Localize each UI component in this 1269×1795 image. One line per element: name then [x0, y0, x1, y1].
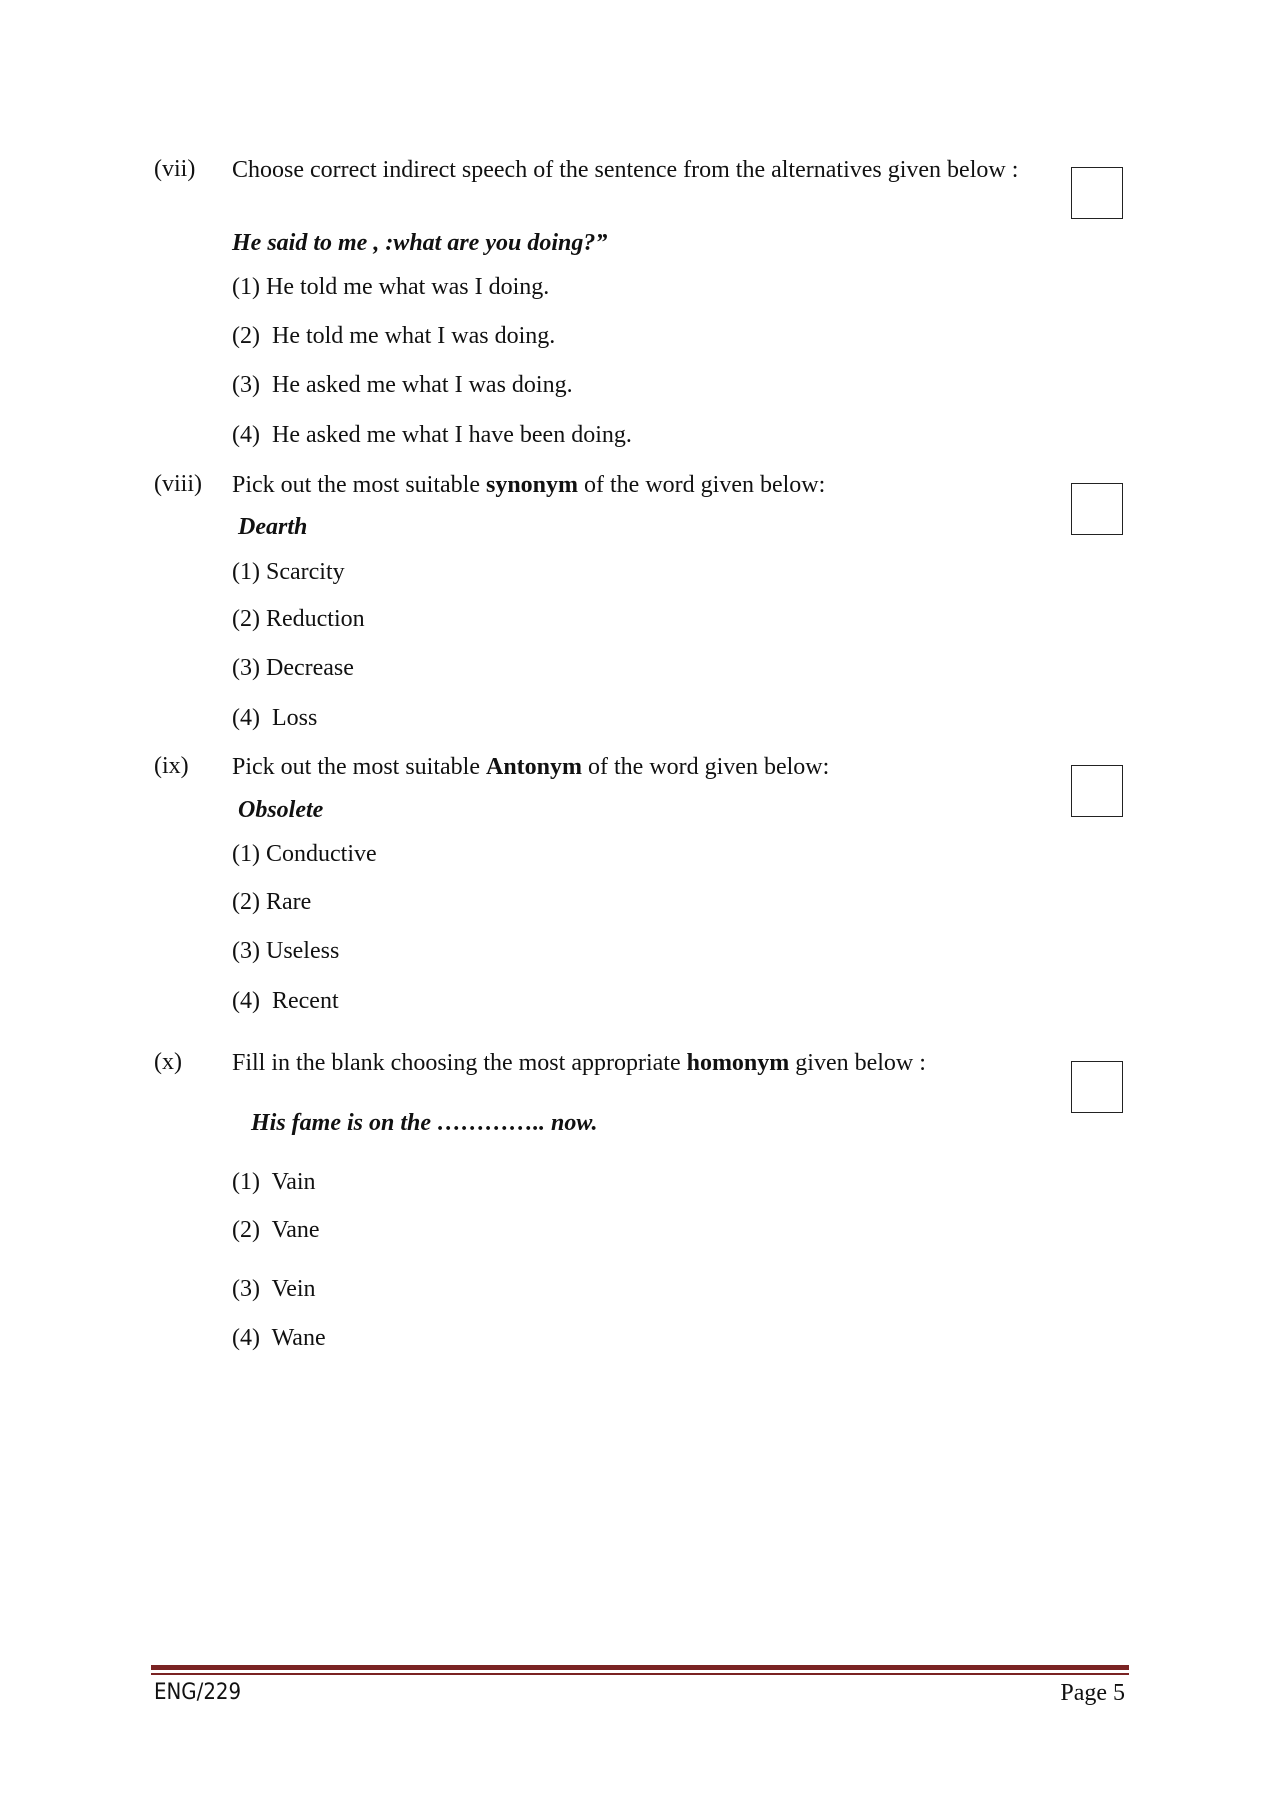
course-code: ENG/229	[154, 1680, 242, 1705]
option-number: (4)	[232, 1325, 260, 1351]
option-number: (1)	[232, 841, 260, 867]
option	[232, 1217, 320, 1244]
given-sentence: His fame is on the ………….. now.	[251, 1110, 598, 1136]
option	[232, 323, 555, 350]
option-number: (3)	[232, 1276, 260, 1302]
question-number: (viii)	[154, 471, 202, 497]
option	[232, 606, 365, 633]
option	[232, 422, 632, 449]
option-number: (1)	[232, 559, 260, 585]
option-text: He told me what was I doing.	[265, 274, 550, 300]
option-text: He told me what I was doing.	[271, 323, 556, 349]
option-number: (2)	[232, 889, 260, 915]
prompt-text: Pick out the most suitable	[232, 472, 486, 498]
option-text: Vane	[271, 1217, 320, 1243]
question-prompt	[232, 753, 1042, 781]
option-text: Useless	[265, 938, 340, 964]
page-number: Page 5	[1060, 1680, 1125, 1706]
option-number: (4)	[232, 422, 260, 448]
footer-rule	[151, 1665, 1129, 1670]
prompt-text: Pick out the most suitable	[232, 754, 486, 780]
option-text: Loss	[271, 705, 318, 731]
option-number: (3)	[232, 938, 260, 964]
option	[232, 1325, 326, 1352]
option-number: (4)	[232, 705, 260, 731]
option-text: Decrease	[265, 655, 354, 681]
option	[232, 1169, 316, 1196]
option-number: (2)	[232, 323, 260, 349]
option-text: Recent	[271, 988, 339, 1014]
prompt-text: Choose correct indirect speech of the sentence from the alternatives given below :	[232, 157, 1019, 183]
answer-box[interactable]	[1071, 1061, 1123, 1113]
option	[232, 559, 345, 586]
given-word: Obsolete	[238, 797, 324, 823]
option	[232, 889, 311, 916]
prompt-text-end: given below :	[789, 1050, 926, 1076]
question-prompt	[232, 156, 1042, 184]
option-number: (3)	[232, 372, 260, 398]
option-number: (1)	[232, 1169, 260, 1195]
question-number: (x)	[154, 1049, 182, 1075]
option	[232, 1276, 316, 1303]
option-number: (1)	[232, 274, 260, 300]
option-text: He asked me what I have been doing.	[271, 422, 632, 448]
option-text: Conductive	[265, 841, 377, 867]
prompt-text: Fill in the blank choosing the most appropriate	[232, 1050, 687, 1076]
option-text: Wane	[271, 1325, 326, 1351]
prompt-keyword: synonym	[485, 472, 579, 498]
given-sentence: He said to me , :what are you doing?”	[232, 230, 608, 256]
question-number: (ix)	[154, 753, 189, 779]
prompt-text-end: of the word given below:	[578, 472, 826, 498]
option-number: (3)	[232, 655, 260, 681]
option-text: Scarcity	[265, 559, 345, 585]
prompt-keyword: homonym	[686, 1050, 790, 1076]
footer-rule-thin	[151, 1673, 1129, 1675]
option-text: He asked me what I was doing.	[271, 372, 573, 398]
prompt-text-end: of the word given below:	[582, 754, 830, 780]
option	[232, 655, 354, 682]
answer-box[interactable]	[1071, 167, 1123, 219]
option-text: Vain	[271, 1169, 316, 1195]
option	[232, 274, 549, 301]
option-text: Vein	[271, 1276, 316, 1302]
answer-box[interactable]	[1071, 765, 1123, 817]
question-number: (vii)	[154, 156, 196, 182]
option	[232, 372, 573, 399]
question-prompt	[232, 1049, 1042, 1077]
option-text: Rare	[265, 889, 312, 915]
option-number: (2)	[232, 1217, 260, 1243]
option	[232, 938, 339, 965]
option	[232, 841, 377, 868]
prompt-keyword: Antonym	[485, 754, 582, 780]
option-number: (2)	[232, 606, 260, 632]
given-word: Dearth	[238, 514, 308, 540]
option-text: Reduction	[265, 606, 365, 632]
option-number: (4)	[232, 988, 260, 1014]
option	[232, 988, 339, 1015]
question-prompt	[232, 471, 1042, 499]
option	[232, 705, 317, 732]
answer-box[interactable]	[1071, 483, 1123, 535]
